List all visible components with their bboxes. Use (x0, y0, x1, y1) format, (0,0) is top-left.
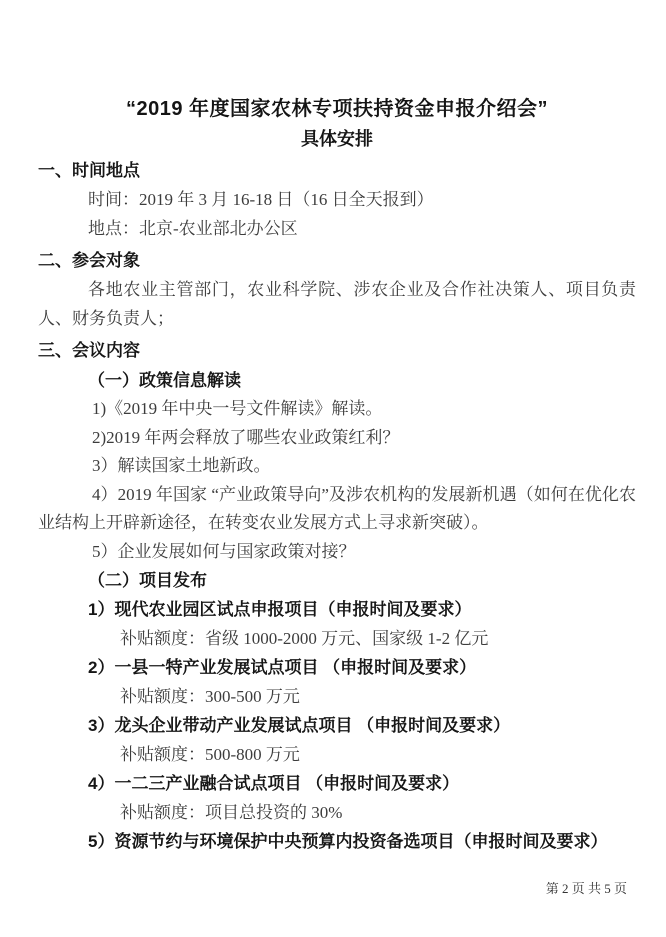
policy-subsection-heading: （一）政策信息解读 (88, 371, 241, 390)
project-item-1-subsidy: 补贴额度：省级 1000-2000 万元、国家级 1-2 亿元 (120, 628, 489, 648)
policy-item-3: 3）解读国家土地新政。 (92, 456, 271, 475)
policy-item-1: 1)《2019 年中央一号文件解读》解读。 (92, 399, 383, 418)
section-1-heading: 一、时间地点 (38, 161, 140, 180)
project-item-1-title: 1）现代农业园区试点申报项目（申报时间及要求） (88, 600, 472, 619)
project-item-2-title: 2）一县一特产业发展试点项目 （申报时间及要求） (88, 658, 477, 677)
project-item-5-title: 5）资源节约与环境保护中央预算内投资备选项目（申报时间及要求） (88, 832, 608, 851)
project-item-4-title: 4）一二三产业融合试点项目 （申报时间及要求） (88, 774, 460, 793)
meeting-place-line: 地点：北京-农业部北办公区 (88, 218, 298, 238)
policy-item-5: 5）企业发展如何与国家政策对接？ (92, 541, 356, 561)
document-subtitle: 具体安排 (301, 129, 373, 149)
project-item-2-subsidy: 补贴额度：300-500 万元 (120, 686, 300, 706)
section-3-heading: 三、会议内容 (38, 341, 140, 360)
attendees-paragraph: 各地农业主管部门，农业科学院、涉农企业及合作社决策人、项目负责人、财务负责人； (38, 280, 636, 328)
meeting-time-line: 时间：2019 年 3 月 16-18 日（16 日全天报到） (88, 190, 434, 209)
policy-item-4: 4）2019 年国家 “产业政策导向”及涉农机构的发展新机遇（如何在优化农业结构上开辟新途径，在转变农业发展方式上寻求新突破）。 (38, 484, 636, 532)
section-2-heading: 二、参会对象 (38, 251, 140, 270)
project-item-3-subsidy: 补贴额度：500-800 万元 (120, 744, 300, 764)
project-item-4-subsidy: 补贴额度：项目总投资的 30% (120, 802, 343, 822)
projects-subsection-heading: （二）项目发布 (88, 571, 207, 590)
project-item-3-title: 3）龙头企业带动产业发展试点项目 （申报时间及要求） (88, 716, 511, 735)
document-title: “2019 年度国家农林专项扶持资金申报介绍会” (125, 98, 549, 120)
page-number: 第 2 页 共 5 页 (545, 881, 627, 896)
policy-item-2: 2)2019 年两会释放了哪些农业政策红利？ (92, 427, 400, 447)
